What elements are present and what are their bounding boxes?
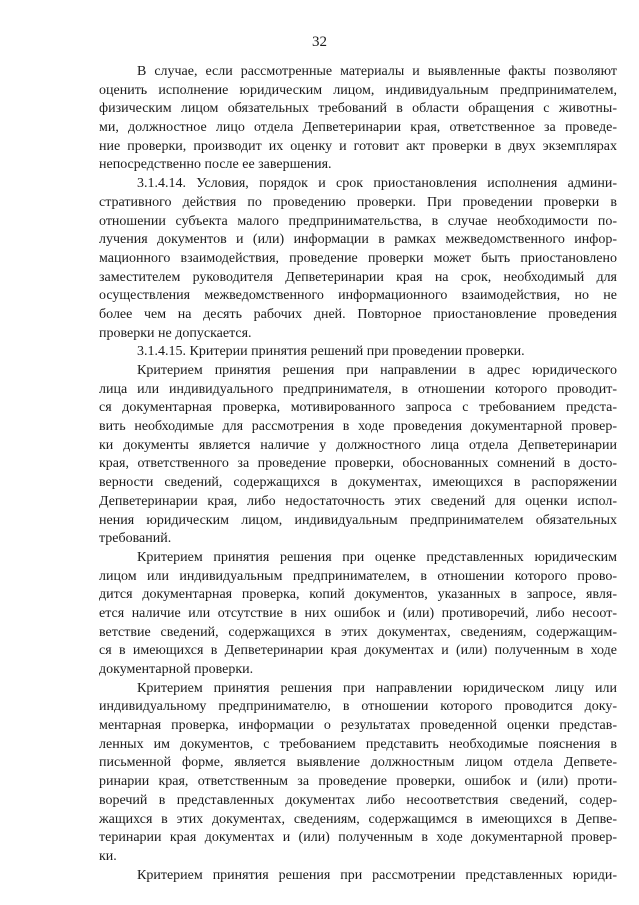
text-line: отношении субъекта малого предпринимательства, в случае необходимости по- bbox=[99, 213, 617, 229]
text-line: физическим лицом обязательных требований в области обращения с животны- bbox=[99, 101, 617, 117]
body-text bbox=[99, 63, 617, 885]
text-line: Критерием принятия решения при направлении юридическом лицу или bbox=[137, 680, 617, 696]
text-line: письменной форме, является выявление должностным лицом отдела Депвете- bbox=[99, 755, 617, 771]
text-line: ми, должностное лицо отдела Депветеринарии края, ответственное за проведе- bbox=[99, 120, 617, 136]
text-line: лицом или индивидуальным предпринимателем, в отношении которого прово- bbox=[99, 568, 617, 584]
text-line: жащихся в этих документах, сведениям, содержащимся в имеющихся в Депве- bbox=[99, 811, 617, 827]
text-line: ленных им документов, с требованием представить необходимые пояснения в bbox=[99, 736, 617, 752]
text-line: вить необходимые для рассмотрения в ходе проведения документарной провер- bbox=[99, 419, 617, 435]
text-line: Критерием принятия решения при рассмотрении представленных юриди- bbox=[137, 867, 617, 883]
text-line: ментарная проверка, информации о результатах проведенной оценки представ- bbox=[99, 718, 617, 734]
text-line: Депветеринарии края, либо недостаточность этих сведений для оценки испол- bbox=[99, 493, 617, 509]
text-line: В случае, если рассмотренные материалы и выявленные факты позволяют bbox=[137, 64, 617, 79]
text-line: дится документарная проверка, копий документов, указанных в запросе, явля- bbox=[99, 587, 617, 603]
text-line: ветствие сведений, содержащихся в этих документах, сведениям, содержащим- bbox=[99, 624, 617, 640]
text-line: индивидуальному предпринимателю, в отношении которого проводится доку- bbox=[99, 699, 617, 715]
text-line: 3.1.4.15. Критерии принятия решений при проведении проверки. bbox=[137, 344, 525, 360]
text-line: ки документы является наличие у должностного лица отдела Депветеринарии bbox=[99, 437, 617, 453]
text-line: лица или индивидуального предпринимателя, в отношении которого проводит- bbox=[99, 381, 617, 397]
text-line: ется наличие или отсутствие в них ошибок и (или) противоречий, либо несоот- bbox=[99, 605, 617, 621]
text-line: края, ответственного за проведение проверки, обоснованных сомнений в досто- bbox=[99, 456, 617, 472]
text-line: ся в имеющихся в Депветеринарии края документах и (или) полученным в ходе bbox=[99, 643, 617, 659]
text-line: документарной проверки. bbox=[99, 662, 254, 677]
text-line: непосредственно после ее завершения. bbox=[99, 157, 332, 173]
text-line: стративного действия по проведению проверки. При проведении проверки в bbox=[99, 194, 617, 210]
text-line: ки. bbox=[99, 848, 117, 864]
text-line: оценить исполнение юридическим лицом, индивидуальным предпринимателем, bbox=[99, 82, 617, 98]
text-line: теринарии края документах и (или) полученным в ходе документарной провер- bbox=[99, 830, 617, 846]
text-line: 3.1.4.14. Условия, порядок и срок приостановления исполнения админи- bbox=[137, 176, 617, 192]
text-line: заместителем руководителя Депветеринарии края на срок, необходимый для bbox=[99, 269, 617, 285]
text-line: верности сведений, содержащихся в документах, имеющихся в распоряжении bbox=[99, 475, 617, 491]
text-line: лучения документов и (или) информации в рамках межведомственного инфор- bbox=[99, 232, 617, 248]
page-number: 32 bbox=[312, 34, 327, 50]
text-line: мационного взаимодействия, проведение проверки может быть приостановлено bbox=[99, 250, 617, 266]
text-line: ринарии края, ответственным за проведение проверки, ошибок и (или) проти- bbox=[99, 774, 617, 790]
text-line: требований. bbox=[99, 531, 172, 547]
text-line: Критерием принятия решения при оценке представленных юридическим bbox=[137, 549, 617, 565]
text-line: нения юридическим лицом, индивидуальным предпринимателем обязательных bbox=[99, 512, 617, 528]
text-line: более чем на десять рабочих дней. Повторное приостановление проведения bbox=[99, 306, 617, 322]
text-line: проверки не допускается. bbox=[99, 325, 252, 341]
text-line: ние проверки, производит их оценку и готовит акт проверки в двух экземплярах bbox=[99, 138, 617, 154]
text-line: ся документарная проверка, мотивированного запроса с требованием предста- bbox=[99, 400, 617, 416]
text-line: воречий в представленных документах либо несоответствия сведений, содер- bbox=[99, 792, 617, 808]
text-line: Критерием принятия решения при направлении в адрес юридического bbox=[137, 363, 617, 378]
text-line: осуществления межведомственного информационного взаимодействия, но не bbox=[99, 288, 617, 304]
